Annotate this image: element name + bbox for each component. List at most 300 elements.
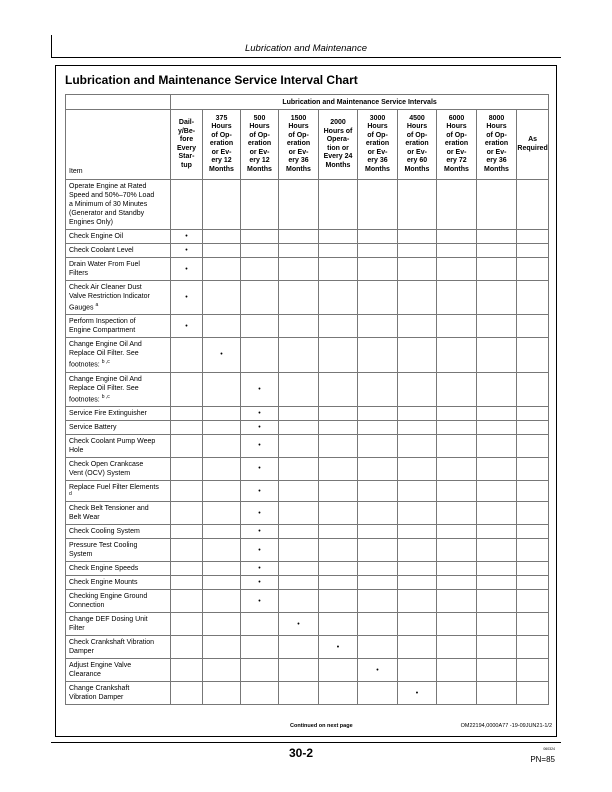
interval-cell <box>477 480 517 501</box>
interval-cell <box>319 502 358 525</box>
interval-header-line: Months <box>404 165 430 173</box>
interval-cell <box>241 590 279 613</box>
section-header: Lubrication and Maintenance <box>244 43 367 54</box>
interval-header-line: 4500 <box>409 114 425 122</box>
item-line <box>69 437 167 446</box>
item-line <box>69 469 167 478</box>
interval-cell <box>437 525 477 539</box>
interval-header-line: or Ev- <box>486 148 507 156</box>
interval-cell <box>517 525 549 539</box>
table-row <box>66 180 549 230</box>
interval-cell <box>477 315 517 338</box>
table-row <box>66 338 549 372</box>
interval-cell <box>517 502 549 525</box>
interval-header-line: 375 <box>215 114 228 122</box>
interval-cell <box>279 420 319 434</box>
interval-header-line: 8000 <box>488 114 505 122</box>
item-line <box>69 624 167 633</box>
interval-cell <box>398 562 437 576</box>
interval-header-line: 1500 <box>290 114 307 122</box>
interval-cell <box>358 562 398 576</box>
small-code: 060324 <box>543 747 555 751</box>
interval-cell <box>279 480 319 501</box>
footnote-ref: d <box>69 490 72 497</box>
interval-cell <box>279 562 319 576</box>
interval-cell <box>437 338 477 372</box>
interval-cell <box>279 576 319 590</box>
interval-mark: • <box>258 546 261 554</box>
interval-cell <box>437 180 477 230</box>
interval-cell <box>171 659 203 682</box>
item-line-text: Belt Wear <box>69 514 100 522</box>
interval-header-line: eration <box>247 140 272 148</box>
interval-cell <box>517 406 549 420</box>
interval-cell <box>477 457 517 480</box>
interval-cell <box>171 636 203 659</box>
interval-cell <box>358 372 398 406</box>
interval-header-line: of Op- <box>288 131 309 139</box>
interval-cell <box>203 420 241 434</box>
interval-cell <box>477 590 517 613</box>
item-line <box>69 423 167 432</box>
interval-cell <box>171 682 203 705</box>
interval-cell <box>319 281 358 315</box>
item-line <box>69 409 167 418</box>
group-header-row <box>66 95 549 110</box>
interval-cell <box>279 525 319 539</box>
interval-cell <box>203 434 241 457</box>
interval-cell <box>319 258 358 281</box>
interval-header-8 <box>477 110 517 180</box>
item-line-text: Connection <box>69 602 105 610</box>
interval-header-line: Months <box>325 161 351 169</box>
interval-header-line: Required <box>517 144 548 152</box>
interval-header-line: ery 36 <box>288 157 309 165</box>
item-line <box>69 209 167 218</box>
interval-mark: • <box>258 565 261 573</box>
interval-cell <box>517 659 549 682</box>
interval-cell <box>241 480 279 501</box>
item-name <box>66 502 171 525</box>
interval-cell <box>437 682 477 705</box>
interval-cell <box>319 315 358 338</box>
interval-cell <box>358 539 398 562</box>
table-row <box>66 576 549 590</box>
item-line-text: Valve Restriction Indicator <box>69 293 150 300</box>
interval-cell <box>279 230 319 244</box>
interval-cell <box>437 457 477 480</box>
interval-cell <box>477 502 517 525</box>
interval-cell <box>279 502 319 525</box>
footnote-ref: b ,c <box>101 359 110 366</box>
item-line-text: Check Air Cleaner Dust <box>69 284 142 291</box>
item-name <box>66 338 171 372</box>
table-row <box>66 281 549 315</box>
interval-cell <box>358 480 398 501</box>
item-line <box>69 182 167 191</box>
interval-cell <box>517 230 549 244</box>
interval-cell <box>279 659 319 682</box>
item-line-text: Speed and 50%–70% Load <box>69 192 155 199</box>
interval-cell <box>203 258 241 281</box>
item-line <box>69 246 167 255</box>
interval-cell <box>319 244 358 258</box>
interval-cell <box>398 315 437 338</box>
interval-cell <box>171 562 203 576</box>
item-name <box>66 372 171 406</box>
table-row <box>66 480 549 501</box>
interval-cell <box>517 281 549 315</box>
interval-header-line: tion or <box>327 144 349 152</box>
interval-cell <box>319 434 358 457</box>
interval-cell <box>437 258 477 281</box>
interval-cell <box>477 244 517 258</box>
item-line <box>69 483 167 492</box>
interval-cell <box>279 258 319 281</box>
interval-cell <box>279 180 319 230</box>
table-row <box>66 315 549 338</box>
interval-cell <box>171 434 203 457</box>
interval-cell <box>398 420 437 434</box>
item-line <box>69 349 167 358</box>
interval-cell <box>477 406 517 420</box>
interval-cell <box>203 457 241 480</box>
interval-cell <box>517 562 549 576</box>
interval-cell <box>171 502 203 525</box>
interval-cell <box>171 180 203 230</box>
document-reference: OM22194,0000A77 -19-09JUN21-1/2 <box>460 723 552 729</box>
item-line <box>69 191 167 200</box>
interval-cell <box>279 406 319 420</box>
interval-mark: • <box>258 385 261 393</box>
interval-header-line: 2000 <box>330 119 346 126</box>
interval-cell <box>358 613 398 636</box>
interval-cell <box>477 525 517 539</box>
item-name <box>66 230 171 244</box>
interval-mark: • <box>258 409 261 417</box>
item-name <box>66 525 171 539</box>
interval-cell <box>477 659 517 682</box>
item-line-text: Check Engine Oil <box>69 233 124 240</box>
interval-cell <box>358 338 398 372</box>
interval-cell <box>398 659 437 682</box>
interval-cell <box>437 659 477 682</box>
interval-header-line: ery 36 <box>486 157 507 165</box>
interval-cell <box>203 659 241 682</box>
interval-cell <box>398 457 437 480</box>
interval-cell <box>437 502 477 525</box>
interval-header-3 <box>279 110 319 180</box>
interval-mark: • <box>258 528 261 536</box>
interval-cell <box>358 420 398 434</box>
interval-header-line: Hours <box>406 123 428 131</box>
interval-cell <box>319 576 358 590</box>
interval-cell <box>437 539 477 562</box>
interval-cell <box>319 636 358 659</box>
table-row <box>66 457 549 480</box>
interval-cell <box>398 258 437 281</box>
item-name <box>66 244 171 258</box>
item-column-header: Item <box>66 110 171 180</box>
interval-mark: • <box>415 689 419 697</box>
interval-header-6 <box>398 110 437 180</box>
interval-header-line: of Op- <box>406 131 428 139</box>
interval-cell <box>171 539 203 562</box>
interval-cell <box>437 480 477 501</box>
interval-cell <box>203 372 241 406</box>
interval-cell <box>319 372 358 406</box>
interval-header-line: of Op- <box>486 131 507 139</box>
item-line <box>69 218 167 227</box>
interval-mark: • <box>258 423 261 431</box>
item-line <box>69 384 167 393</box>
interval-header-line: ery 12 <box>211 157 232 165</box>
interval-cell <box>319 180 358 230</box>
table-row <box>66 502 549 525</box>
item-line-text: Vibration Damper <box>69 694 124 702</box>
interval-cell <box>398 636 437 659</box>
header-rule <box>51 57 561 58</box>
interval-cell <box>517 338 549 372</box>
interval-cell <box>358 576 398 590</box>
interval-header-line: eration <box>286 140 311 148</box>
interval-header-4 <box>319 110 358 180</box>
footer-rule <box>51 742 561 743</box>
interval-cell <box>517 315 549 338</box>
interval-cell <box>279 434 319 457</box>
interval-cell <box>171 230 203 244</box>
interval-cell <box>171 420 203 434</box>
interval-cell <box>437 230 477 244</box>
item-line-text: Filters <box>69 270 89 277</box>
table-row <box>66 659 549 682</box>
item-line-text: Change Engine Oil And <box>69 341 142 349</box>
interval-cell <box>437 613 477 636</box>
interval-header-line: or Ev- <box>407 148 427 156</box>
interval-header-line: ery 60 <box>406 157 428 165</box>
interval-cell <box>437 420 477 434</box>
interval-header-line: ery 72 <box>446 157 467 165</box>
item-name <box>66 420 171 434</box>
page-number: 30-2 <box>289 746 314 760</box>
item-line-text: Adjust Engine Valve <box>69 662 132 670</box>
item-line <box>69 693 167 702</box>
interval-cell <box>398 244 437 258</box>
interval-cell <box>241 502 279 525</box>
interval-cell <box>358 230 398 244</box>
item-line-text: a Minimum of 30 Minutes <box>69 201 148 208</box>
item-line-text: Damper <box>69 648 94 656</box>
interval-cell <box>241 562 279 576</box>
interval-header-line: Dail- <box>178 119 195 126</box>
interval-header-line: eration <box>209 140 234 148</box>
interval-cell <box>437 590 477 613</box>
table-row <box>66 636 549 659</box>
interval-mark: • <box>185 247 188 254</box>
interval-cell <box>477 180 517 230</box>
interval-cell <box>517 180 549 230</box>
interval-cell <box>437 434 477 457</box>
interval-header-line: eration <box>444 140 469 148</box>
interval-cell <box>437 562 477 576</box>
interval-header-line: or Ev- <box>367 148 388 156</box>
interval-cell <box>279 244 319 258</box>
interval-cell <box>203 244 241 258</box>
interval-header-line: 6000 <box>448 114 465 122</box>
item-line-text: Check Crankshaft Vibration <box>69 639 155 647</box>
interval-mark: • <box>220 351 223 359</box>
maintenance-items <box>66 180 549 705</box>
table-row <box>66 244 549 258</box>
interval-header-line: of Op- <box>446 131 467 139</box>
item-name <box>66 636 171 659</box>
interval-cell <box>241 636 279 659</box>
interval-cell <box>358 636 398 659</box>
item-line <box>69 615 167 624</box>
item-line <box>69 269 167 278</box>
interval-header-0 <box>171 110 203 180</box>
item-line-text: Check Coolant Level <box>69 247 134 254</box>
interval-cell <box>203 180 241 230</box>
interval-cell <box>203 281 241 315</box>
interval-cell <box>279 636 319 659</box>
interval-cell <box>319 457 358 480</box>
interval-cell <box>517 244 549 258</box>
interval-header-line: Star- <box>178 153 195 160</box>
interval-cell <box>203 682 241 705</box>
item-line-text: Replace Fuel Filter Elements <box>69 483 159 491</box>
interval-cell <box>437 372 477 406</box>
footnote-ref: b ,c <box>101 393 110 400</box>
item-name <box>66 457 171 480</box>
item-name <box>66 180 171 230</box>
interval-mark: • <box>258 579 261 587</box>
interval-header-5 <box>358 110 398 180</box>
interval-cell <box>319 525 358 539</box>
item-line-text: System <box>69 551 93 559</box>
item-line-text: Pressure Test Cooling <box>69 542 138 550</box>
item-name <box>66 562 171 576</box>
interval-header-1 <box>203 110 241 180</box>
interval-cell <box>517 372 549 406</box>
item-line <box>69 504 167 513</box>
interval-cell <box>203 562 241 576</box>
interval-mark: • <box>185 265 188 273</box>
interval-cell <box>398 682 437 705</box>
interval-cell <box>241 457 279 480</box>
interval-cell <box>477 636 517 659</box>
item-line-text: footnotes: <box>69 361 100 369</box>
interval-cell <box>477 230 517 244</box>
interval-cell <box>241 244 279 258</box>
interval-cell <box>398 502 437 525</box>
interval-mark: • <box>258 465 261 473</box>
interval-cell <box>398 230 437 244</box>
interval-header-line: Months <box>247 165 272 173</box>
item-line <box>69 292 167 301</box>
item-line <box>69 393 167 404</box>
interval-cell <box>241 525 279 539</box>
table-row <box>66 539 549 562</box>
table-row <box>66 562 549 576</box>
interval-header-line: Every <box>176 144 197 152</box>
item-line-text: Change DEF Dosing Unit <box>69 616 148 624</box>
interval-cell <box>358 406 398 420</box>
table-row <box>66 230 549 244</box>
interval-cell <box>398 539 437 562</box>
interval-cell <box>398 434 437 457</box>
interval-cell <box>203 539 241 562</box>
interval-header-2 <box>241 110 279 180</box>
interval-header-line: ery 12 <box>249 157 270 165</box>
interval-mark: • <box>185 322 188 330</box>
interval-cell <box>241 258 279 281</box>
interval-cell <box>358 502 398 525</box>
interval-cell <box>358 180 398 230</box>
interval-cell <box>203 315 241 338</box>
pn-number: PN=85 <box>530 755 555 764</box>
item-line-text: Check Engine Speeds <box>69 565 139 573</box>
interval-cell <box>171 406 203 420</box>
interval-header-line: fore <box>179 136 194 143</box>
interval-cell <box>398 338 437 372</box>
interval-header-line: Hours <box>367 123 388 131</box>
interval-cell <box>319 613 358 636</box>
interval-cell <box>358 281 398 315</box>
interval-cell <box>358 315 398 338</box>
interval-cell <box>279 613 319 636</box>
item-line <box>69 638 167 647</box>
interval-cell <box>398 281 437 315</box>
interval-cell <box>279 372 319 406</box>
interval-mark: • <box>376 666 379 674</box>
interval-header-line: Months <box>365 165 390 173</box>
interval-cell <box>319 590 358 613</box>
interval-cell <box>171 613 203 636</box>
interval-cell <box>517 480 549 501</box>
interval-cell <box>203 525 241 539</box>
interval-cell <box>477 258 517 281</box>
interval-header-line: Months <box>209 165 234 173</box>
interval-cell <box>477 562 517 576</box>
item-line-text: Service Fire Extinguisher <box>69 409 147 417</box>
interval-cell <box>477 682 517 705</box>
interval-cell <box>241 338 279 372</box>
item-line-text: Check Cooling System <box>69 528 140 536</box>
interval-mark: • <box>258 442 261 450</box>
item-line <box>69 550 167 559</box>
interval-cell <box>319 659 358 682</box>
item-line <box>69 592 167 601</box>
table-row <box>66 590 549 613</box>
item-name <box>66 613 171 636</box>
item-name <box>66 480 171 501</box>
interval-header-line: ery 36 <box>367 157 388 165</box>
item-line <box>69 578 167 587</box>
item-line-text: Replace Oil Filter. See <box>69 350 139 358</box>
interval-cell <box>203 230 241 244</box>
interval-cell <box>517 457 549 480</box>
interval-header-line: 3000 <box>369 114 386 122</box>
interval-cell <box>203 406 241 420</box>
interval-cell <box>319 230 358 244</box>
interval-cell <box>358 244 398 258</box>
interval-cell <box>241 315 279 338</box>
interval-cell <box>171 480 203 501</box>
interval-mark: • <box>258 509 261 517</box>
interval-cell <box>358 434 398 457</box>
item-line-text: Filter <box>69 625 85 633</box>
